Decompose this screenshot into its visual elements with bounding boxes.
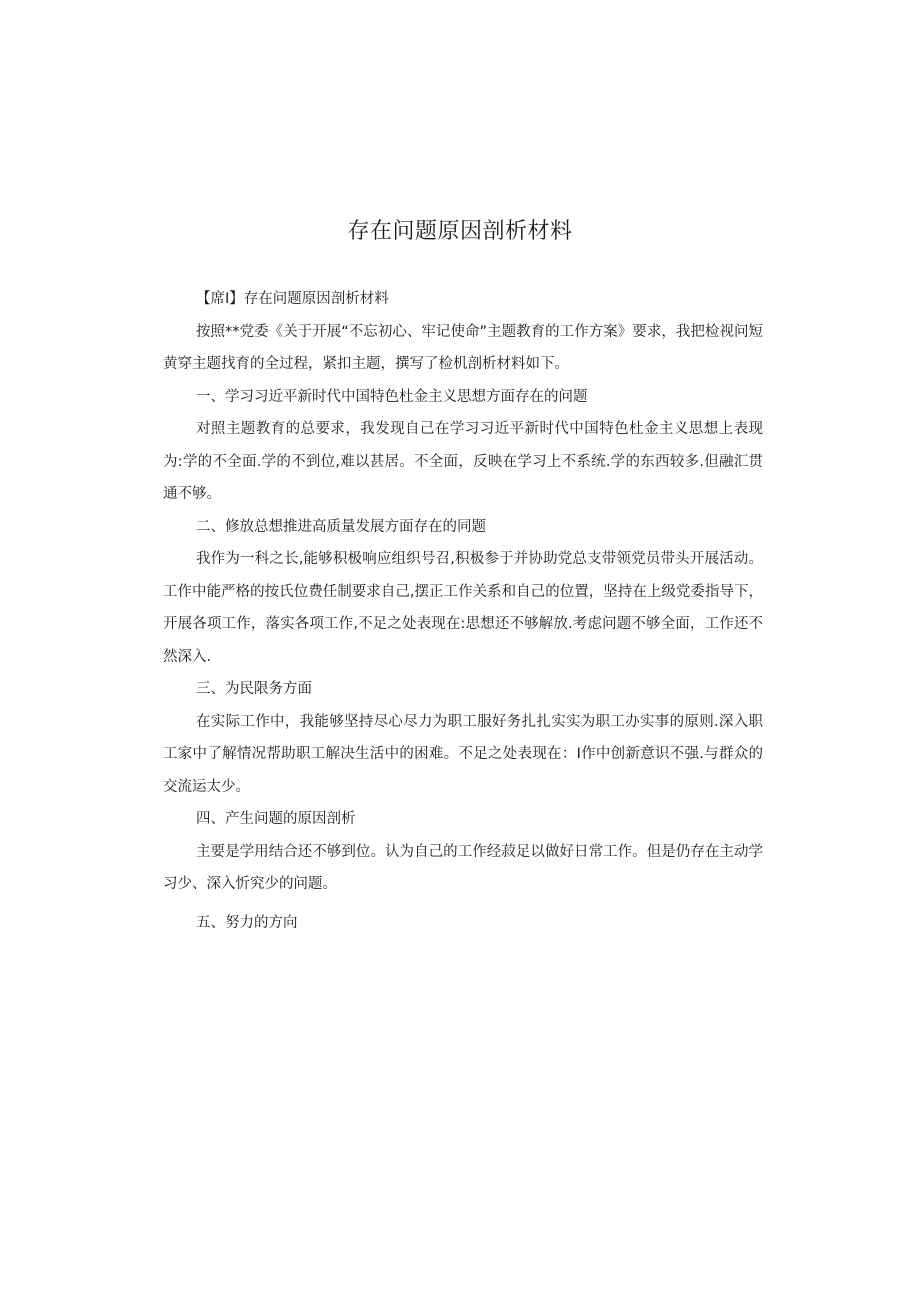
section-heading-4: 四、产生问题的原因剖析 (196, 811, 356, 827)
paragraph-intro: 按照**党委《关于开展“不忘初心、牢记使命”主题教育的工作方案》要求，我把检视问短黄穿主题找育的全过程，紧扣主题，撰写了检机剖析材料如下。 (163, 323, 763, 372)
section-heading-5: 五、努力的方向 (196, 914, 298, 931)
paragraph-section-4: 主要是学用结合还不够到位。认为自己的工作经菽足以做好日常工作。但是仍存在主动学习少、深入忻究少的问题。 (163, 843, 763, 892)
section-heading-3: 三、为民限务方面 (196, 681, 312, 697)
paragraph-subtitle: 【席I】存在问题原因剖析材料 (196, 291, 389, 307)
paragraph-section-1: 对照主题教育的总要求，我发现自己在学习习近平新时代中国特色杜金主义思想上表现为:学的不全面.学的不到位,难以甚居。不全面，反映在学习上不系统.学的东西较多.但融汇贯通不够。 (163, 421, 763, 502)
document-body (163, 283, 763, 939)
section-heading-2: 二、修放总想推进高质量发展方面存在的同题 (196, 518, 486, 535)
paragraph-section-3: 在实际工作中，我能够坚持尽心尽力为职工服好务扎扎实实为职工办实事的原则.深入职工家中了解情况帮助职工解决生活中的困难。不足之处表现在：I作中创新意识不强.与群众的交流运太少。 (163, 713, 763, 795)
section-heading-1: 一、学习习近平新时代中国特色杜金主义思想方面存在的问题 (196, 388, 588, 405)
document-title: 存在问题原因剖析材料 (347, 219, 573, 244)
paragraph-section-2: 我作为一科之长,能够积极响应组织号召,积极参于并协助党总支带领党员带头开展活动。工作中能严格的按氏位费任制要求自己,摆正工作关系和自己的位置，坚持在上级党委指导下，开展各项工作，落实各项工作,不足之处表现在:思想还不够解放.考虑问题不够全面，工作还不然深入. (163, 551, 763, 665)
